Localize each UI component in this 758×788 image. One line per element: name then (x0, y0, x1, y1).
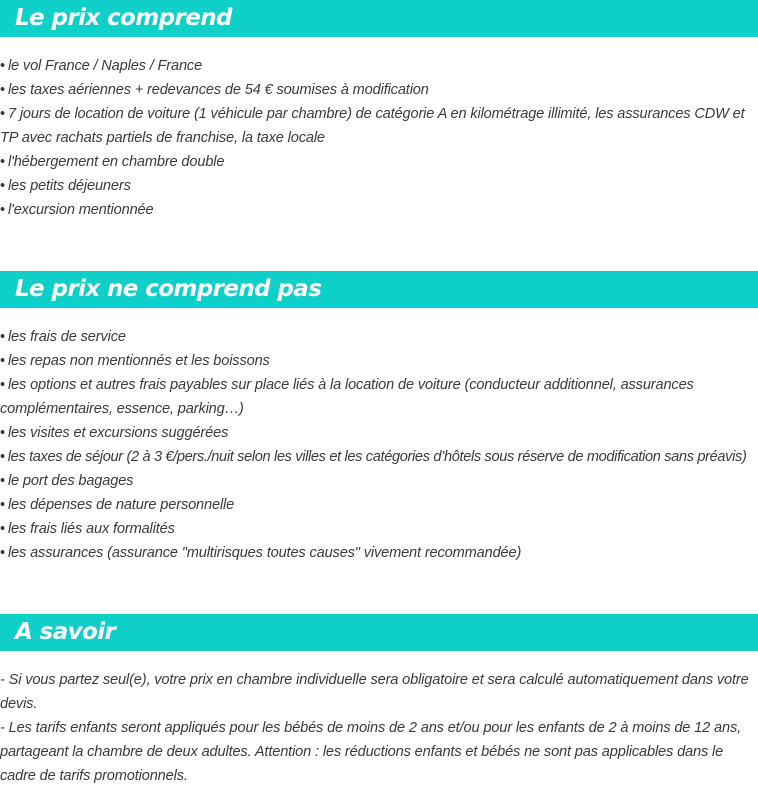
list-item: • les visites et excursions suggérées (0, 425, 229, 441)
bullet-icon: • (0, 545, 5, 561)
list-item: • les assurances (assurance "multirisques toutes causes" vivement recommandée) (0, 545, 522, 561)
bullet-icon: • (0, 106, 5, 122)
list-item: • les frais de service (0, 329, 126, 345)
list-item: • les taxes de séjour (2 à 3 €/pers./nuit selon les villes et les catégories d’hôtels sous réserve de modification sans préavis) (0, 449, 747, 465)
list-item: • les repas non mentionnés et les boissons (0, 353, 270, 369)
list-item: • l'hébergement en chambre double (0, 154, 225, 170)
good-to-know-body (0, 668, 758, 788)
section-banner-good-to-know (0, 614, 758, 651)
info-paragraph: - Si vous partez seul(e), votre prix en chambre individuelle sera obligatoire et sera calculé automatiquement dans votre devis. (0, 672, 749, 712)
list-item: • les petits déjeuners (0, 178, 131, 194)
bullet-icon: • (0, 154, 5, 170)
section-banner-not-included (0, 271, 758, 308)
section-title-good-to-know: A savoir (15, 619, 116, 645)
bullet-icon: • (0, 521, 5, 537)
section-title-not-included: Le prix ne comprend pas (15, 276, 322, 302)
list-item: • le port des bagages (0, 473, 134, 489)
bullet-icon: • (0, 377, 5, 393)
section-not-included (0, 271, 758, 565)
list-item: • le vol France / Naples / France (0, 58, 203, 74)
not-included-list (0, 325, 758, 565)
section-good-to-know (0, 614, 758, 788)
included-list (0, 54, 758, 222)
bullet-icon: • (0, 353, 5, 369)
bullet-icon: • (0, 329, 5, 345)
list-item: • les taxes aériennes + redevances de 54 € soumises à modification (0, 82, 429, 98)
bullet-icon: • (0, 82, 5, 98)
info-paragraph: - Les tarifs enfants seront appliqués pour les bébés de moins de 2 ans et/ou pour les enfants de 2 à moins de 12 ans, partageant la chambre de deux adultes. Attention : les réductions enfants et bébés ne sont pas applicables dans le cadre de tarifs promotionnels. (0, 720, 741, 784)
bullet-icon: • (0, 473, 5, 489)
bullet-icon: • (0, 425, 5, 441)
list-item: • les frais liés aux formalités (0, 521, 175, 537)
section-banner-included (0, 0, 758, 37)
bullet-icon: • (0, 178, 5, 194)
list-item: • les dépenses de nature personnelle (0, 497, 235, 513)
list-item: • les options et autres frais payables sur place liés à la location de voiture (conducteur additionnel, assurances complémentaires, essence, parking…) (0, 377, 694, 417)
list-item: • 7 jours de location de voiture (1 véhicule par chambre) de catégorie A en kilométrage illimité, les assurances CDW et TP avec rachats partiels de franchise, la taxe locale (0, 106, 745, 146)
bullet-icon: • (0, 58, 5, 74)
bullet-icon: • (0, 202, 5, 218)
section-included (0, 0, 758, 222)
list-item: • l'excursion mentionnée (0, 202, 154, 218)
bullet-icon: • (0, 497, 5, 513)
section-title-included: Le prix comprend (15, 5, 232, 31)
bullet-icon: • (0, 449, 5, 465)
